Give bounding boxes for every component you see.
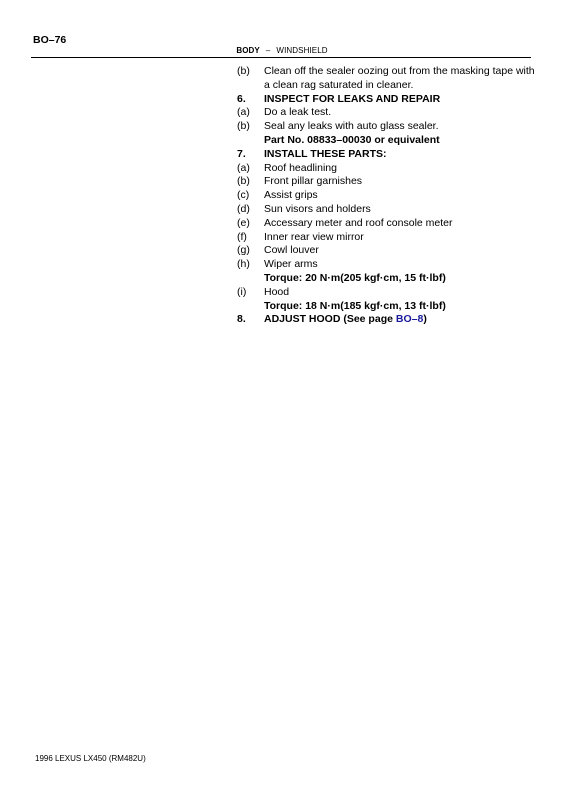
part-number-note	[237, 134, 537, 148]
step-marker: (a)	[237, 161, 250, 174]
step-text: Torque: 18 N·m(185 kgf·cm, 13 ft·lbf)	[264, 299, 446, 312]
step-text: Accessary meter and roof console meter	[264, 216, 453, 229]
step-text: Roof headlining	[264, 161, 337, 174]
page-number: BO–76	[33, 34, 67, 46]
step-marker: (f)	[237, 230, 247, 243]
step-8-heading	[237, 313, 537, 327]
adjust-text-before: ADJUST HOOD (See page	[264, 313, 396, 326]
adjust-text-after: )	[423, 313, 427, 326]
part-item	[237, 189, 537, 203]
step-marker: (b)	[237, 65, 250, 77]
step-text: Sun visors and holders	[264, 202, 371, 215]
step-text: Seal any leaks with auto glass sealer.	[264, 120, 439, 133]
header-separator: –	[265, 46, 271, 55]
subsection-title: WINDSHIELD	[276, 46, 328, 55]
torque-spec	[237, 272, 537, 286]
step-marker: (h)	[237, 258, 250, 271]
step-text: Wiper arms	[264, 258, 318, 271]
step-7-heading	[237, 148, 537, 162]
step-text: Part No. 08833–00030 or equivalent	[264, 133, 440, 146]
step-marker: (e)	[237, 216, 250, 229]
step-marker: 6.	[237, 92, 246, 105]
step-marker: (b)	[237, 175, 250, 188]
step-marker: 8.	[237, 313, 246, 326]
header-rule	[31, 57, 531, 58]
step-text: Assist grips	[264, 189, 318, 202]
step-text	[264, 313, 537, 327]
part-item	[237, 162, 537, 176]
step-b-clean-sealer	[237, 65, 537, 93]
step-marker: (b)	[237, 120, 250, 133]
step-text: Clean off the sealer oozing out from the masking tape with a clean rag saturated in cleaner.	[264, 65, 535, 91]
step-marker: (g)	[237, 244, 250, 257]
step-marker: 7.	[237, 147, 246, 160]
torque-spec	[237, 300, 537, 314]
step-6-heading	[237, 93, 537, 107]
part-item	[237, 217, 537, 231]
section-title: BODY	[236, 46, 260, 55]
step-marker: (a)	[237, 106, 250, 119]
step-text: Do a leak test.	[264, 106, 332, 119]
part-item	[237, 244, 537, 258]
step-b-seal-leaks	[237, 120, 537, 134]
page-reference-link[interactable]: BO–8	[395, 313, 424, 326]
footer-model: 1996 LEXUS LX450 (RM482U)	[35, 754, 146, 763]
part-item	[237, 231, 537, 245]
step-text: Torque: 20 N·m(205 kgf·cm, 15 ft·lbf)	[264, 271, 446, 284]
step-marker: (c)	[237, 189, 250, 202]
running-header	[0, 46, 564, 55]
part-item	[237, 203, 537, 217]
step-marker: (d)	[237, 202, 250, 215]
step-marker: (i)	[237, 285, 247, 298]
part-item	[237, 258, 537, 272]
part-item	[237, 175, 537, 189]
procedure-content	[237, 65, 537, 327]
step-text: Front pillar garnishes	[264, 175, 363, 188]
part-item	[237, 286, 537, 300]
step-text: Hood	[264, 285, 290, 298]
step-text: INSTALL THESE PARTS:	[264, 147, 387, 160]
step-text: Cowl louver	[264, 244, 319, 257]
step-text: Inner rear view mirror	[264, 230, 364, 243]
step-a-leak-test	[237, 106, 537, 120]
step-text: INSPECT FOR LEAKS AND REPAIR	[264, 92, 441, 105]
